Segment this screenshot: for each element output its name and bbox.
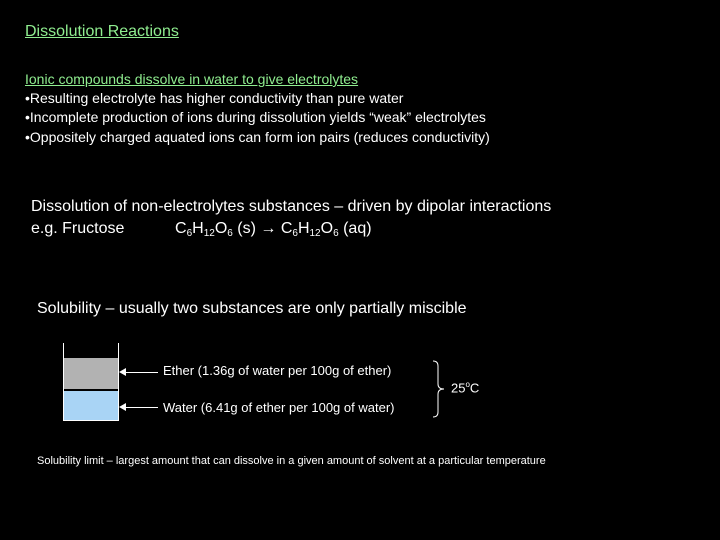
- solubility-heading: Solubility – usually two substances are only partially miscible: [37, 300, 467, 317]
- fructose-equation-line: [31, 220, 372, 238]
- ether-label: Ether (1.36g of water per 100g of ether): [163, 363, 392, 378]
- solubility-limit-note: Solubility limit – largest amount that can dissolve in a given amount of solvent at a particular temperature: [37, 455, 546, 467]
- reaction-arrow-icon: →: [260, 220, 277, 237]
- nonelectrolytes-heading: Dissolution of non-electrolytes substances – driven by dipolar interactions: [31, 198, 552, 215]
- arrow-head-icon: [119, 403, 126, 411]
- arrow-head-icon: [119, 368, 126, 376]
- equation: $C_6H_{12}O_6$ $(s) \to C_6H_{12}O_6$ (aq): [175, 220, 372, 239]
- bullet-conductivity: •Resulting electrolyte has higher conductivity than pure water: [25, 90, 404, 106]
- ionic-heading: Ionic compounds dissolve in water to give electrolytes: [25, 71, 359, 87]
- beaker-icon: [63, 343, 119, 421]
- temperature-label: 25$^o$C: [451, 380, 480, 396]
- water-arrow: [122, 407, 158, 408]
- ether-arrow: [122, 372, 158, 373]
- bullet-weak-electrolytes: •Incomplete production of ions during dissolution yields “weak” electrolytes: [25, 109, 486, 125]
- slide-title: Dissolution Reactions: [25, 23, 179, 40]
- brace-icon: [432, 360, 446, 418]
- example-label: e.g. Fructose: [31, 220, 125, 237]
- water-label: Water (6.41g of ether per 100g of water): [163, 400, 395, 415]
- bullet-ion-pairs: •Oppositely charged aquated ions can form ion pairs (reduces conductivity): [25, 129, 490, 145]
